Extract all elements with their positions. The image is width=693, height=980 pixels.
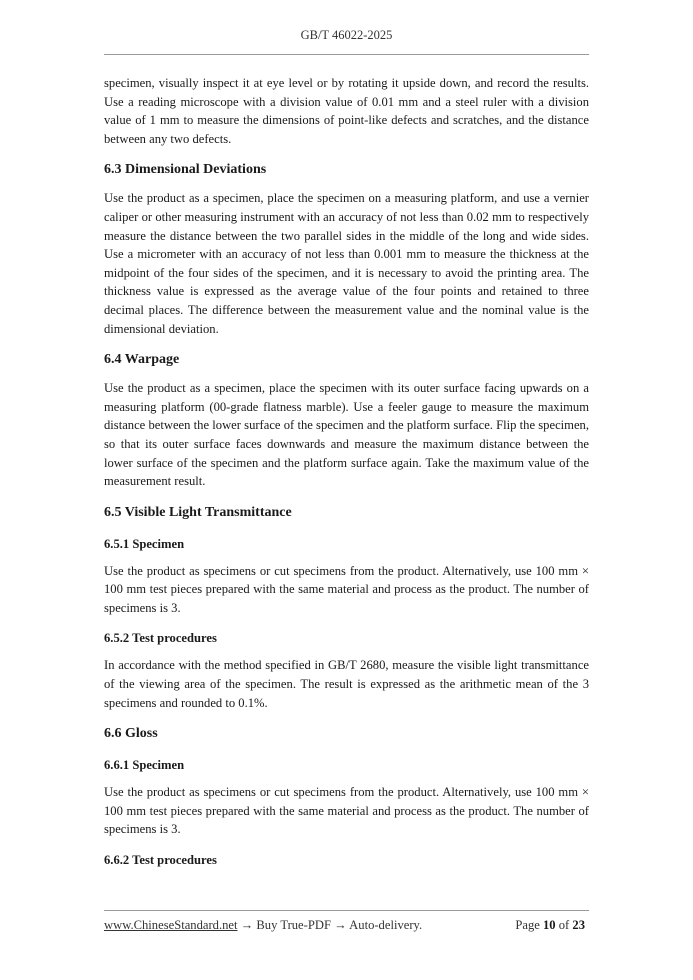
- page-number: [515, 918, 585, 933]
- buy-pdf-text: Buy True-PDF: [256, 918, 331, 932]
- subsection-heading-6-6-1: 6.6.1 Specimen: [104, 758, 185, 773]
- header-divider: [104, 54, 589, 55]
- section-heading-6-5: 6.5 Visible Light Transmittance: [104, 504, 292, 520]
- footer-divider: [104, 910, 589, 911]
- page-label: Page: [515, 918, 540, 932]
- subsection-heading-6-5-1: 6.5.1 Specimen: [104, 536, 185, 551]
- page-header: [104, 28, 589, 43]
- paragraph-warpage: Use the product as a specimen, place the specimen with its outer surface facing upwards on a measuring platform (00-grade flatness marble). Use a feeler gauge to measure the maximum distance between the lower surface of the specimen and the platform surface. Flip the specimen, so that its outer surface faces downwards and measure the maximum distance between the lower surface of the specimen and the platform surface again. Take the maximum value of the measurement result.: [104, 381, 589, 489]
- footer-promo: [104, 918, 422, 933]
- page-total: 23: [572, 918, 585, 932]
- page-current: 10: [543, 918, 556, 932]
- paragraph-dimensional: Use the product as a specimen, place the specimen on a measuring platform, and use a vernier caliper or other measuring instrument with an accuracy of not less than 0.02 mm to respectively measure the distance between the two parallel sides in the middle of the long and wide sides. Use a micrometer with an accuracy of not less than 0.001 mm to measure the thickness at the midpoint of the four sides of the specimen, and it is necessary to avoid the printing area. The thickness value is expressed as the average value of the four points and retained to three decimal places. The difference between the measurement value and the nominal value is the dimensional deviation.: [104, 191, 589, 336]
- paragraph-gloss-specimen: Use the product as specimens or cut specimens from the product. Alternatively, use 100 mm × 100 mm test pieces prepared with the same material and process as the product. The number of specimens is 3.: [104, 785, 589, 837]
- section-heading-6-4: 6.4 Warpage: [104, 352, 180, 368]
- delivery-text: Auto-delivery.: [349, 918, 423, 932]
- section-heading-6-6: 6.6 Gloss: [104, 726, 158, 742]
- page-content: [104, 74, 589, 878]
- page-of-label: of: [558, 918, 570, 932]
- arrow-icon: →: [334, 918, 347, 932]
- section-heading-6-3: 6.3 Dimensional Deviations: [104, 162, 267, 178]
- paragraph-inspection: specimen, visually inspect it at eye level or by rotating it upside down, and record the results. Use a reading microscope with a division value of 0.01 mm and a steel ruler with a division value of 1 mm to measure the dimensions of point-like defects and scratches, and the distance between any two defects.: [104, 76, 589, 146]
- arrow-icon: →: [240, 918, 254, 932]
- subsection-heading-6-5-2: 6.5.2 Test procedures: [104, 631, 217, 646]
- site-link[interactable]: www.ChineseStandard.net: [104, 918, 238, 932]
- paragraph-transmittance-procedure: In accordance with the method specified in GB/T 2680, measure the visible light transmittance of the viewing area of the specimen. The result is expressed as the arithmetic mean of the 3 specimens and rounded to 0.1%.: [104, 658, 589, 710]
- document-id: GB/T 46022-2025: [300, 28, 393, 42]
- subsection-heading-6-6-2: 6.6.2 Test procedures: [104, 853, 217, 868]
- paragraph-transmittance-specimen: Use the product as specimens or cut specimens from the product. Alternatively, use 100 mm × 100 mm test pieces prepared with the same material and process as the product. The number of specimens is 3.: [104, 563, 589, 615]
